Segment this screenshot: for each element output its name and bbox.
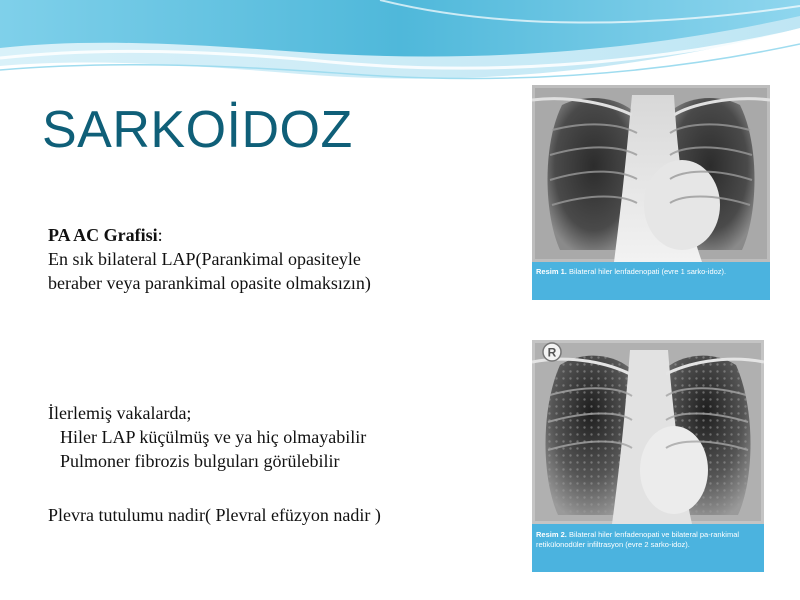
pa-heading-line [48,223,371,247]
slide-title: SARKOİDOZ [42,101,353,159]
pa-heading-colon: : [157,225,163,245]
pa-heading: PA AC Grafisi [48,225,158,245]
pa-section [48,223,371,295]
pleura-line: Plevra tutulumu nadir( Plevral efüzyon nadir ) [48,505,381,525]
figure-1-caption-box [532,262,770,300]
chest-xray-image-1 [532,85,770,262]
advanced-item-1: Hiler LAP küçülmüş ve ya hiç olmayabilir [60,427,367,447]
figure-2 [532,340,764,572]
figure-1-caption [536,267,766,277]
advanced-item-2: Pulmoner fibrozis bulguları görülebilir [60,451,340,471]
header-wave-decoration [0,0,800,95]
figure-2-caption-text: Bilateral hiler lenfadenopati ve bilateral pa-rankimal retikülonodüler infiltrasyon (evre 2 sarko-idoz). [536,530,740,549]
advanced-section [48,401,366,473]
figure-2-caption [536,530,760,549]
figure-1 [532,85,770,300]
pa-line-2: beraber veya parankimal opasite olmaksızın) [48,273,371,293]
chest-xray-image-2 [532,340,764,524]
advanced-heading: İlerlemiş vakalarda; [48,403,192,423]
figure-1-caption-text: Bilateral hiler lenfadenopati (evre 1 sarko-idoz). [568,267,727,276]
pa-line-1: En sık bilateral LAP(Parankimal opasiteyle [48,249,361,269]
figure-1-label: Resim 1. [536,267,567,276]
figure-2-caption-box [532,524,764,572]
r-marker-label: R [547,345,557,360]
figure-2-label: Resim 2. [536,530,567,539]
